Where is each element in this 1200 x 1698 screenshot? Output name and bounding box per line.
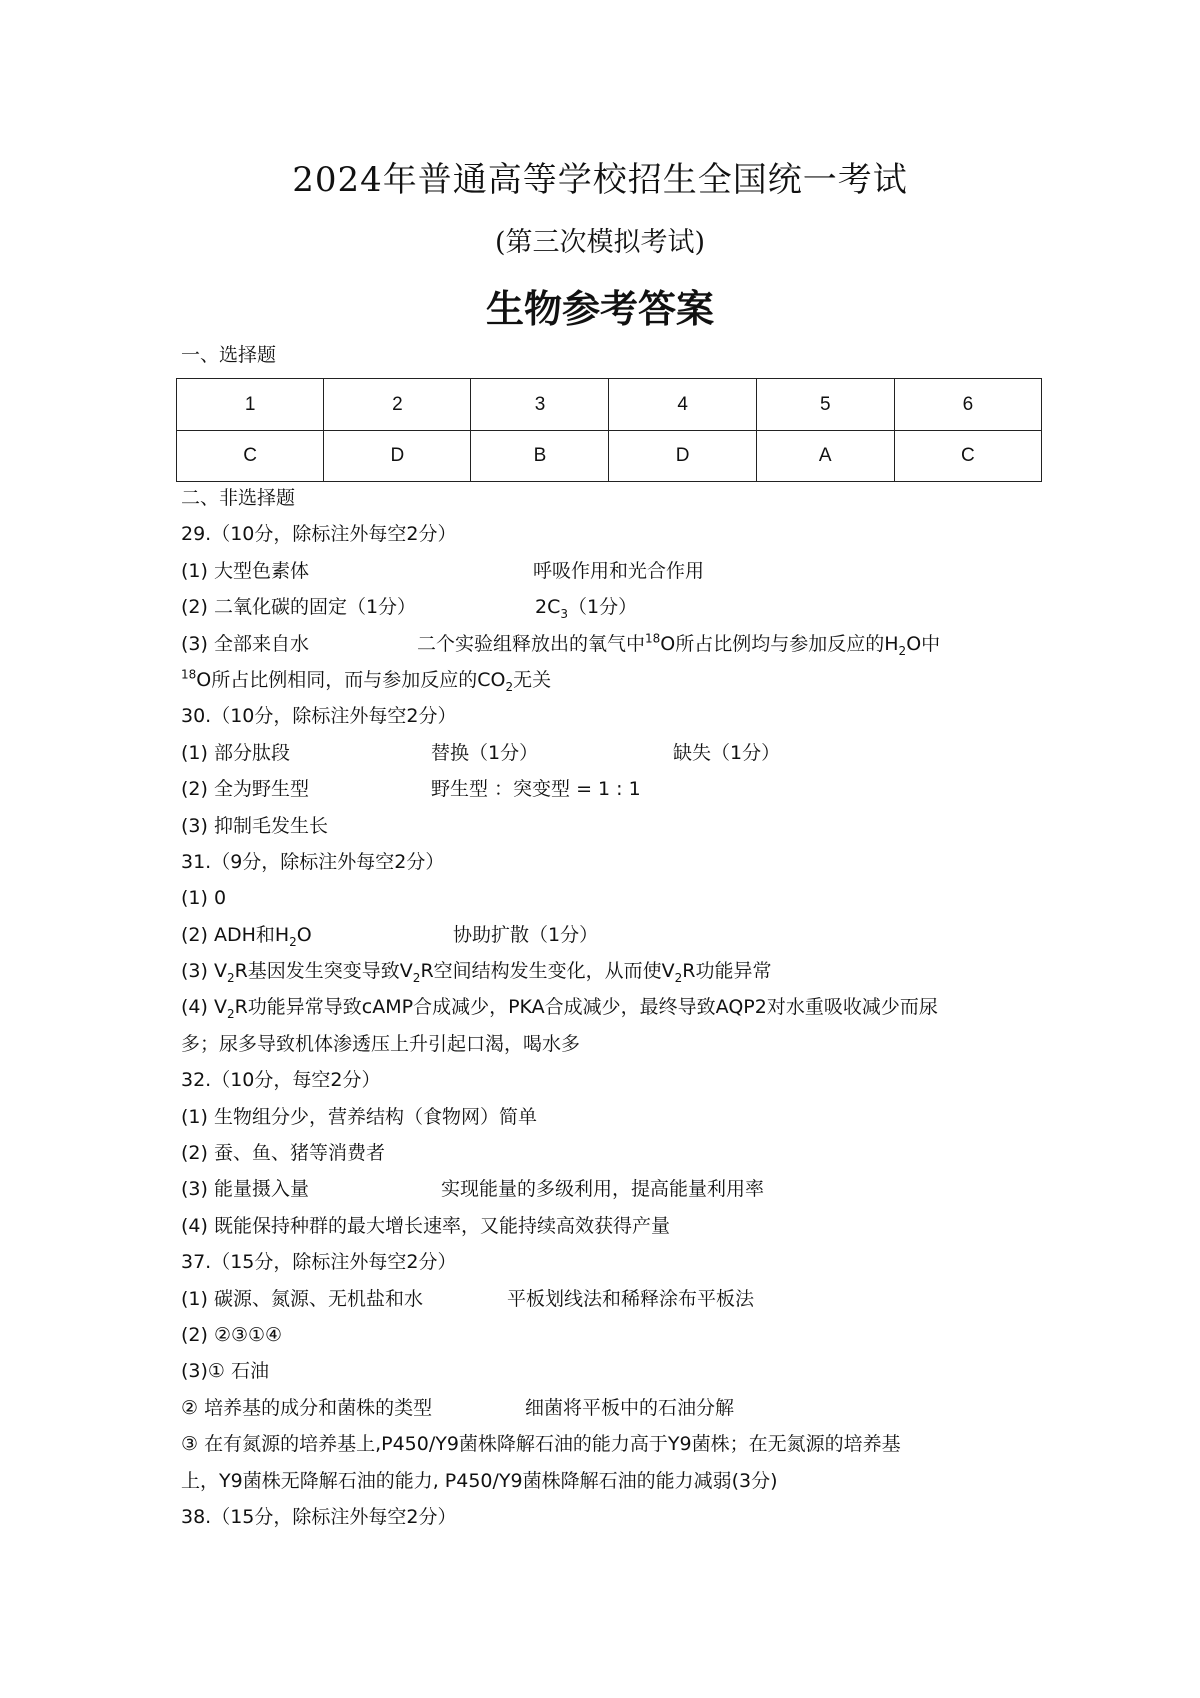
subscript: 2	[226, 1007, 235, 1022]
answer-text: 缺失（1分）	[673, 741, 781, 764]
answer-text: 平板划线法和稀释涂布平板法	[507, 1287, 755, 1310]
subscript: 2	[505, 679, 514, 694]
superscript: 18	[645, 631, 661, 646]
answer-text: 野生型 ：突变型 = 1 : 1	[431, 778, 641, 801]
q37-answer-2: (2) ②③①④	[181, 1323, 283, 1346]
text-part: O所占比例均与参加反应的H	[660, 632, 899, 655]
q37-answer-3-3: ③ 在有氮源的培养基上,P450/Y9菌株降解石油的能力高于Y9菌株；在无氮源的培养基	[181, 1433, 901, 1456]
answer-text: 协助扩散（1分）	[453, 923, 599, 946]
question-number: 3	[471, 379, 609, 431]
text-part: O	[296, 923, 312, 946]
q30-header: 30.（10分，除标注外每空2分）	[181, 705, 457, 728]
answer-text: ② 培养基的成分和菌株的类型	[181, 1396, 433, 1419]
answer-text	[535, 589, 637, 625]
text-part: 无关	[513, 668, 552, 691]
q32-answer-4: (4) 既能保持种群的最大增长速率，又能持续高效获得产量	[181, 1214, 670, 1237]
non-choice-section	[181, 480, 1041, 1535]
subscript: 2	[898, 643, 907, 658]
subscript: 2	[674, 970, 683, 985]
answer-text: 替换（1分）	[431, 741, 539, 764]
formula-text: 2C	[535, 596, 561, 619]
q31-answer-4	[181, 989, 1041, 1025]
q32-answer-3	[181, 1171, 1041, 1207]
question-number: 5	[756, 379, 894, 431]
answer-text	[181, 923, 312, 949]
score-note: （1分）	[568, 596, 638, 619]
answer-text: (1) 部分肽段	[181, 741, 290, 764]
q29-header: 29.（10分，除标注外每空2分）	[181, 523, 457, 546]
text-part: R功能异常导致cAMP合成减少，PKA合成减少，最终导致AQP2对水重吸收减少而尿	[234, 996, 938, 1019]
answer-row	[177, 431, 1042, 482]
q37-answer-3-2	[181, 1390, 1041, 1426]
q29-answer-3	[181, 626, 1041, 662]
q31-answer-4-cont: 多；尿多导致机体渗透压上升引起口渴，喝水多	[181, 1032, 581, 1055]
section-nonchoice-title: 二、非选择题	[181, 487, 296, 509]
q30-answer-3: (3) 抑制毛发生长	[181, 814, 328, 837]
subscript: 3	[560, 606, 568, 621]
subscript: 2	[412, 970, 421, 985]
section-choice-title: 一、选择题	[181, 344, 277, 366]
text-part: (4) V	[181, 996, 227, 1019]
text-part: O中	[906, 632, 941, 655]
q32-header: 32.（10分，每空2分）	[181, 1069, 381, 1092]
answer-text: 细菌将平板中的石油分解	[525, 1396, 735, 1419]
subscript: 2	[226, 970, 235, 985]
answer-text: (3) 能量摄入量	[181, 1178, 309, 1201]
q32-answer-2: (2) 蚕、鱼、猪等消费者	[181, 1142, 385, 1165]
answer-text: 实现能量的多级利用，提高能量利用率	[441, 1178, 765, 1201]
q29-answer-1	[181, 553, 1041, 589]
text-part: R功能异常	[682, 960, 772, 983]
text-part: (2) ADH和H	[181, 923, 290, 946]
answer-text: (3) 全部来自水	[181, 632, 309, 655]
q37-answer-3-3-cont: 上，Y9菌株无降解石油的能力, P450/Y9菌株降解石油的能力减弱(3分)	[181, 1469, 778, 1492]
q29-answer-3-cont	[181, 662, 1041, 698]
answer-cell: D	[324, 431, 471, 482]
question-number: 1	[177, 379, 324, 431]
q31-answer-2	[181, 917, 1041, 953]
q37-header: 37.（15分，除标注外每空2分）	[181, 1251, 457, 1274]
answer-cell: C	[177, 431, 324, 482]
answer-text: (1) 大型色素体	[181, 559, 309, 582]
answer-cell: C	[894, 431, 1041, 482]
question-number: 6	[894, 379, 1041, 431]
q29-answer-2	[181, 589, 1041, 625]
q37-answer-1	[181, 1281, 1041, 1317]
q31-answer-1: (1) 0	[181, 887, 227, 910]
text-part: R空间结构发生变化，从而使V	[420, 960, 675, 983]
q31-header: 31.（9分，除标注外每空2分）	[181, 850, 445, 873]
q32-answer-1: (1) 生物组分少，营养结构（食物网）简单	[181, 1105, 537, 1128]
answer-cell: A	[756, 431, 894, 482]
q38-header: 38.（15分，除标注外每空2分）	[181, 1505, 457, 1528]
superscript: 18	[181, 667, 197, 682]
choice-answer-table	[176, 378, 1042, 482]
answer-text: 呼吸作用和光合作用	[533, 559, 705, 582]
answer-text: (1) 碳源、氮源、无机盐和水	[181, 1287, 423, 1310]
question-number-row	[177, 379, 1042, 431]
q31-answer-3	[181, 953, 1041, 989]
answer-text	[417, 626, 940, 662]
exam-title: 2024年普通高等学校招生全国统一考试	[292, 160, 908, 200]
exam-subtitle: (第三次模拟考试)	[494, 227, 706, 258]
q37-answer-3: (3)① 石油	[181, 1360, 269, 1383]
question-number: 2	[324, 379, 471, 431]
q30-answer-2	[181, 771, 1041, 807]
subscript: 2	[289, 934, 297, 949]
text-part: R基因发生突变导致V	[234, 960, 413, 983]
answer-heading: 生物参考答案	[485, 286, 714, 331]
answer-text: (2) 二氧化碳的固定（1分）	[181, 596, 417, 619]
text-part: (3) V	[181, 960, 227, 983]
text-part: 二个实验组释放出的氧气中	[417, 632, 646, 655]
q30-answer-1	[181, 735, 1041, 771]
question-number: 4	[609, 379, 756, 431]
answer-text: (2) 全为野生型	[181, 778, 309, 801]
answer-cell: D	[609, 431, 756, 482]
text-part: O所占比例相同，而与参加反应的CO	[196, 668, 506, 691]
answer-cell: B	[471, 431, 609, 482]
